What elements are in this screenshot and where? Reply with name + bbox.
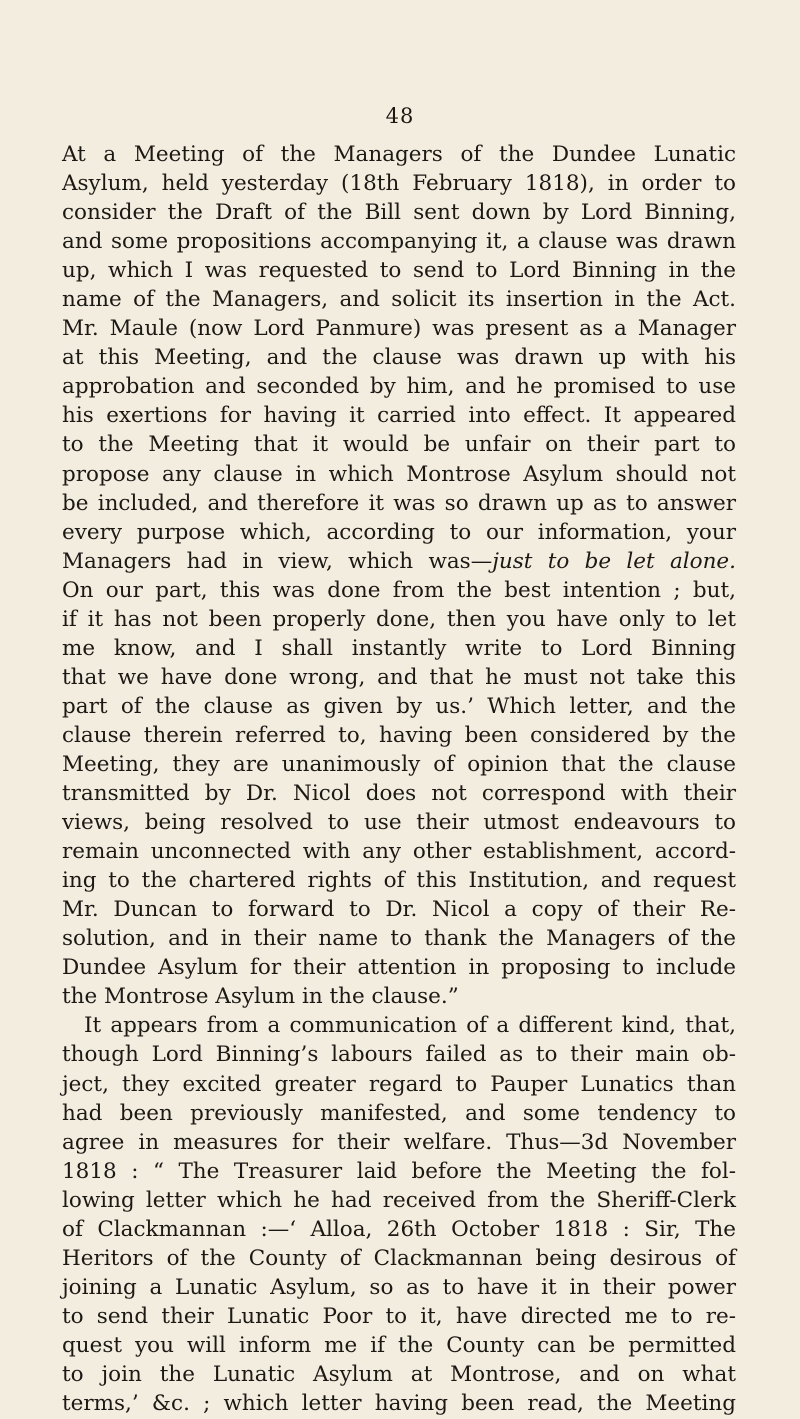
text-line: every purpose which, according to our information, your	[62, 519, 736, 545]
text-line: remain unconnected with any other establishment, accord-	[62, 839, 736, 865]
text-line: ing to the chartered rights of this Institution, and request	[62, 868, 736, 894]
text-line: if it has not been properly done, then you have only to let	[62, 606, 736, 632]
text-line: On our part, this was done from the best intention ; but,	[62, 577, 736, 603]
body-text	[62, 140, 736, 1418]
text-line: Heritors of the County of Clackmannan being desirous of	[62, 1245, 736, 1271]
text-line: At a Meeting of the Managers of the Dundee Lunatic	[62, 142, 736, 167]
text-line: be included, and therefore it was so drawn up as to answer	[62, 490, 736, 516]
text-line: and some propositions accompanying it, a clause was drawn	[62, 229, 736, 255]
text-line: transmitted by Dr. Nicol does not correspond with their	[62, 781, 736, 807]
text-line: to join the Lunatic Asylum at Montrose, and on what	[62, 1361, 736, 1387]
text-line: agree in measures for their welfare. Thus—3d November	[62, 1129, 736, 1155]
page-number: 48	[385, 104, 415, 128]
text-line: consider the Draft of the Bill sent down by Lord Binning,	[62, 200, 736, 226]
text-line: at this Meeting, and the clause was drawn up with his	[62, 345, 736, 371]
text-line: Mr. Duncan to forward to Dr. Nicol a copy of their Re-	[62, 897, 736, 923]
text-line: name of the Managers, and solicit its insertion in the Act.	[62, 287, 736, 313]
text-line: to the Meeting that it would be unfair on their part to	[62, 432, 736, 458]
text-line: ject, they excited greater regard to Pauper Lunatics than	[62, 1071, 736, 1097]
paragraph	[62, 1011, 736, 1418]
text-line: though Lord Binning’s labours failed as to their main ob-	[62, 1042, 736, 1068]
text-line: views, being resolved to use their utmost endeavours to	[62, 810, 736, 836]
text-segment: Managers had in view, which was—	[62, 548, 493, 574]
text-line: of Clackmannan :—‘ Alloa, 26th October 1818 : Sir, The	[62, 1216, 736, 1242]
text-line: Asylum, held yesterday (18th February 1818), in order to	[62, 171, 736, 197]
text-line: Meeting, they are unanimously of opinion that the clause	[62, 751, 736, 777]
text-line: terms,’ &c. ; which letter having been read, the Meeting	[62, 1391, 736, 1417]
text-line: lowing letter which he had received from the Sheriff-Clerk	[62, 1187, 736, 1213]
text-line: that we have done wrong, and that he must not take this	[62, 664, 736, 690]
text-line: part of the clause as given by us.’ Which letter, and the	[62, 693, 736, 719]
text-line: quest you will inform me if the County can be permitted	[62, 1332, 736, 1358]
paragraph	[62, 140, 736, 1011]
text-line: joining a Lunatic Asylum, so as to have it in their power	[62, 1274, 736, 1300]
text-line: his exertions for having it carried into effect. It appeared	[62, 403, 736, 429]
text-line	[62, 547, 736, 576]
text-line: approbation and seconded by him, and he promised to use	[62, 374, 736, 400]
text-line: solution, and in their name to thank the Managers of the	[62, 926, 736, 952]
text-line: It appears from a communication of a different kind, that,	[84, 1013, 736, 1039]
text-line: Mr. Maule (now Lord Panmure) was present as a Manager	[62, 316, 736, 342]
text-line: to send their Lunatic Poor to it, have directed me to re-	[62, 1303, 736, 1329]
text-line: 1818 : “ The Treasurer laid before the Meeting the fol-	[62, 1158, 736, 1184]
italic-phrase: just to be let alone.	[492, 548, 736, 574]
text-line: up, which I was requested to send to Lord Binning in the	[62, 258, 736, 284]
text-line: the Montrose Asylum in the clause.”	[62, 984, 459, 1010]
text-line: Dundee Asylum for their attention in proposing to include	[62, 955, 736, 981]
text-line: clause therein referred to, having been considered by the	[62, 722, 736, 748]
text-line: propose any clause in which Montrose Asylum should not	[62, 461, 736, 487]
text-line: had been previously manifested, and some tendency to	[62, 1100, 736, 1126]
text-line: me know, and I shall instantly write to Lord Binning	[62, 635, 736, 661]
